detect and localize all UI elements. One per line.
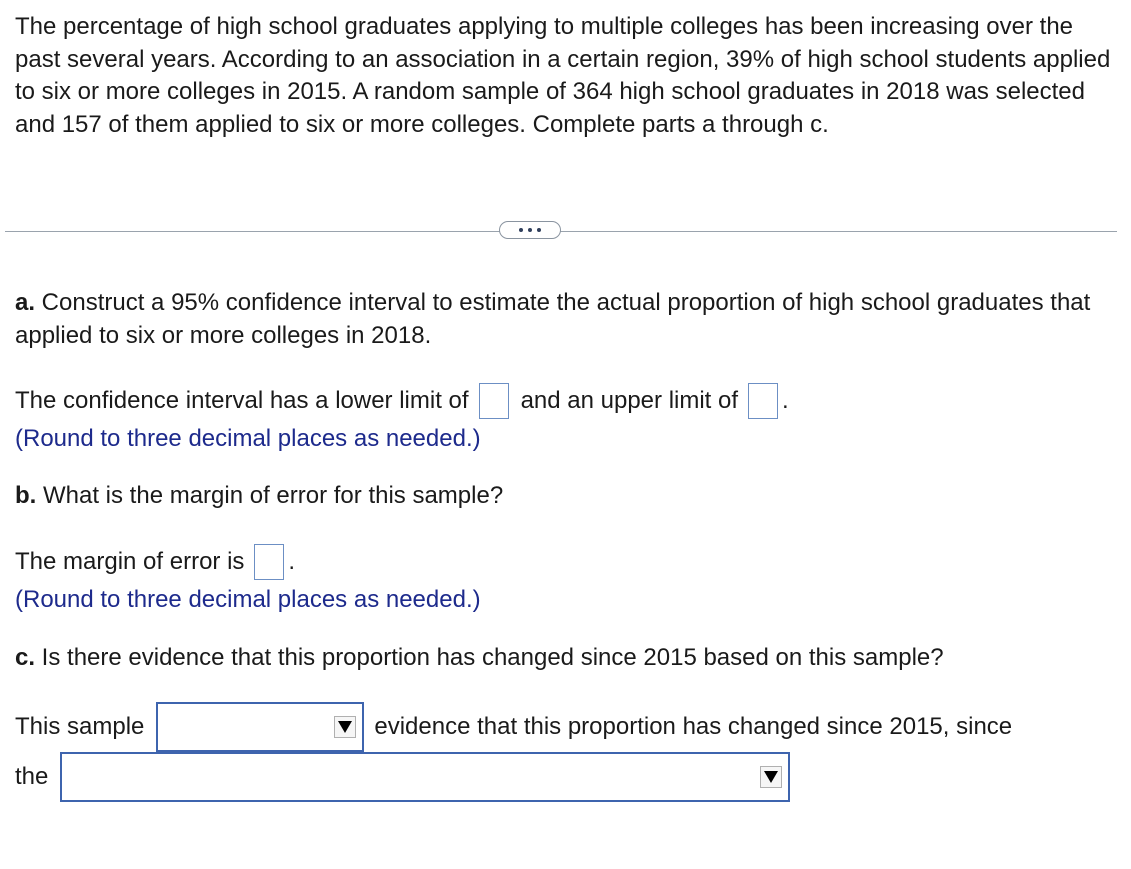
- part-c-label: c.: [15, 644, 36, 671]
- me-sentence-end: .: [288, 548, 296, 575]
- section-divider: [5, 231, 1117, 232]
- ci-sentence-end: .: [782, 387, 789, 414]
- part-a-label: a.: [15, 289, 36, 316]
- lower-limit-input[interactable]: [479, 383, 509, 419]
- me-sentence-start: The margin of error is: [15, 548, 245, 575]
- part-b-question-text: What is the margin of error for this sample?: [36, 482, 504, 509]
- ci-sentence-mid: and an upper limit of: [520, 387, 739, 414]
- show-more-button[interactable]: [499, 221, 561, 239]
- ellipsis-icon: [528, 228, 532, 232]
- reason-sentence: [15, 752, 790, 802]
- evidence-sentence-start: This sample: [15, 713, 145, 740]
- rounding-hint-b: (Round to three decimal places as needed.): [15, 586, 481, 613]
- part-a-question: [15, 287, 1115, 352]
- ci-sentence-start: The confidence interval has a lower limit of: [15, 387, 469, 414]
- reason-dropdown[interactable]: [60, 752, 790, 802]
- evidence-dropdown[interactable]: [156, 702, 364, 752]
- ellipsis-icon: [519, 228, 523, 232]
- confidence-interval-sentence: [15, 382, 789, 420]
- triangle-down-icon[interactable]: [334, 716, 356, 738]
- reason-sentence-start: the: [15, 763, 49, 790]
- margin-of-error-sentence: [15, 543, 295, 581]
- part-c-question-text: Is there evidence that this proportion has changed since 2015 based on this sample?: [35, 644, 944, 671]
- evidence-sentence: [15, 708, 1012, 746]
- problem-statement: The percentage of high school graduates applying to multiple colleges has been increasing over the past several years. According to an association in a certain region, 39% of high school students applied to six or more colleges in 2015. A random sample of 364 high school graduates in 2018 was selected and 157 of them applied to six or more colleges. Complete parts a through c.: [15, 13, 1111, 138]
- evidence-sentence-mid: evidence that this proportion has changed since 2015, since: [374, 713, 1013, 740]
- upper-limit-input[interactable]: [748, 383, 778, 419]
- part-b-label: b.: [15, 482, 37, 509]
- margin-of-error-input[interactable]: [254, 544, 284, 580]
- part-a-question-text: Construct a 95% confidence interval to estimate the actual proportion of high school graduates that applied to six or more colleges in 2018.: [15, 289, 1091, 349]
- ellipsis-icon: [537, 228, 541, 232]
- part-b-question: [15, 482, 503, 510]
- rounding-hint-a: (Round to three decimal places as needed.): [15, 425, 481, 452]
- part-c-question: [15, 644, 944, 672]
- triangle-down-icon[interactable]: [760, 766, 782, 788]
